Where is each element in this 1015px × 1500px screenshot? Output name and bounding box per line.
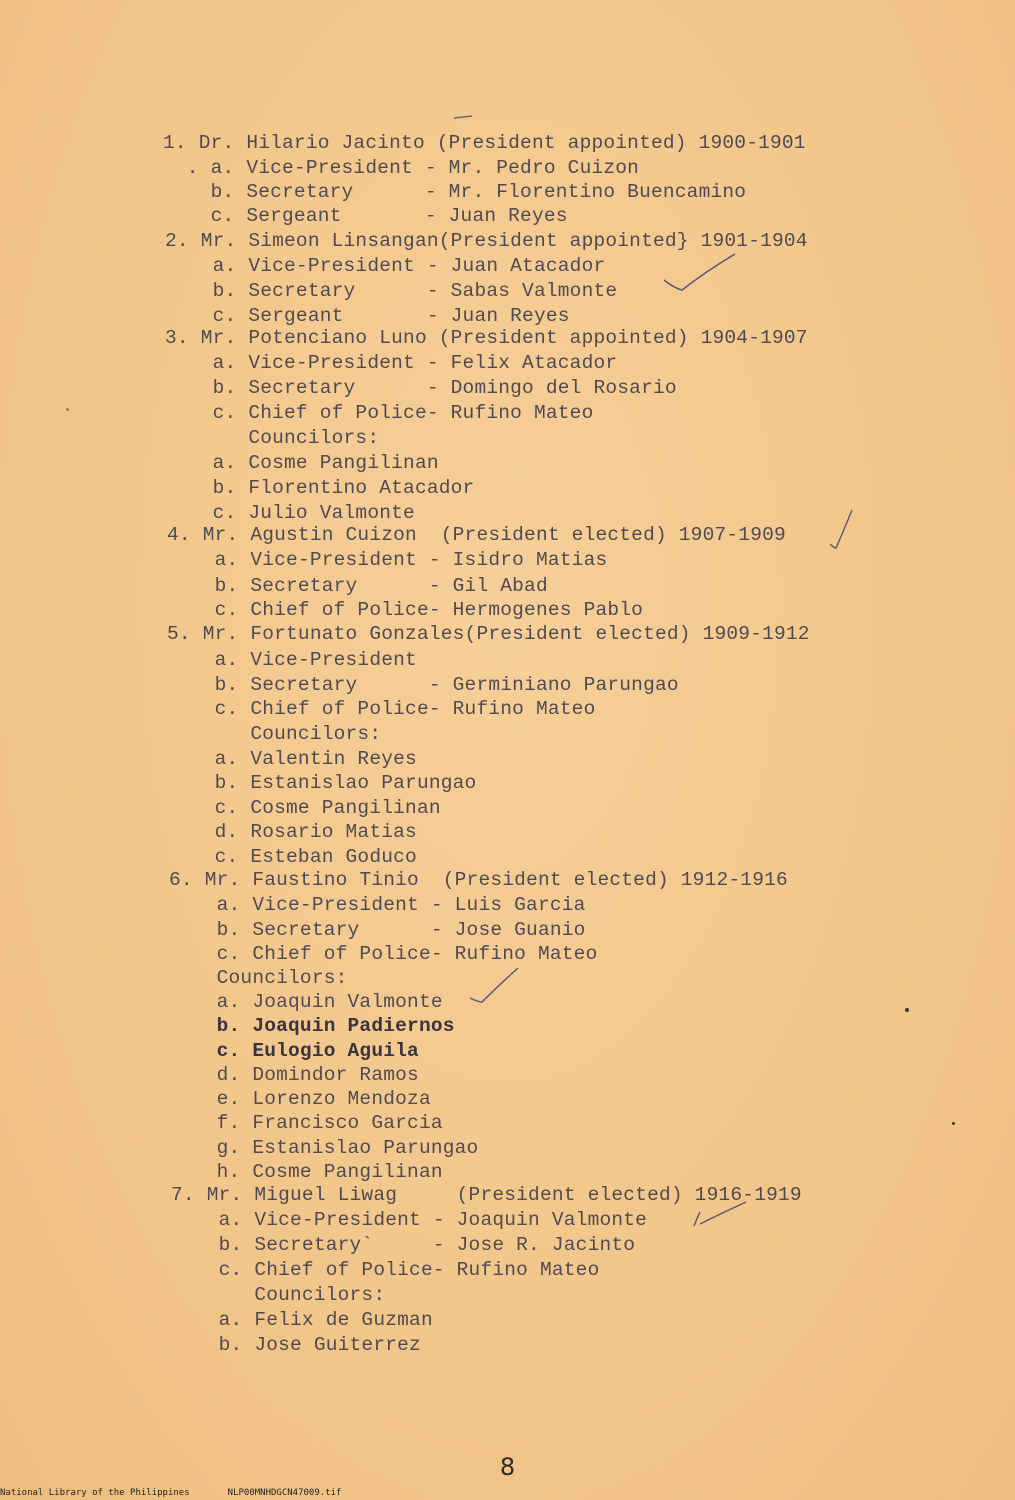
entry-6-councilor: c. Eulogio Aguila (169, 1040, 419, 1062)
entry-7-councilor: a. Felix de Guzman (171, 1309, 433, 1331)
entry-2-secretary: b. Secretary - Sabas Valmonte (165, 280, 618, 302)
entry-4-secretary: b. Secretary - Gil Abad (167, 575, 548, 597)
footer-library: National Library of the Philippines (0, 1488, 190, 1498)
entry-5-councilors-label: Councilors: (167, 723, 382, 745)
entry-6-vice-president: a. Vice-President - Luis Garcia (169, 894, 586, 916)
check-mark-icon (660, 250, 740, 300)
footer-filename: NLP00MNHDGCN47009.tif (227, 1488, 342, 1498)
entry-1-sergeant: c. Sergeant - Juan Reyes (163, 205, 568, 227)
entry-5-heading: 5. Mr. Fortunato Gonzales(President elected) 1909-1912 (167, 623, 810, 645)
entry-4-chief-of-police: c. Chief of Police- Hermogenes Pablo (167, 599, 644, 621)
entry-5-councilor: c. Esteban Goduco (167, 846, 417, 868)
scan-footer (0, 1488, 379, 1498)
entry-1-secretary: b. Secretary - Mr. Florentino Buencamino (163, 181, 747, 203)
entry-5-councilor: c. Cosme Pangilinan (167, 797, 441, 819)
entry-3-councilor: c. Julio Valmonte (165, 502, 415, 524)
entry-2-heading: 2. Mr. Simeon Linsangan(President appointed} 1901-1904 (165, 230, 808, 252)
entry-6-councilors-label: Councilors: (169, 967, 348, 989)
entry-3-councilors-label: Councilors: (165, 427, 380, 449)
check-mark-icon (690, 1196, 750, 1232)
entry-6-councilor: d. Domindor Ramos (169, 1064, 419, 1086)
ink-dash-icon (452, 112, 476, 122)
entry-7-vice-president: a. Vice-President - Joaquin Valmonte (171, 1209, 648, 1231)
entry-6-councilor: b. Joaquin Padiernos (169, 1015, 455, 1037)
entry-1-vice-president: . a. Vice-President - Mr. Pedro Cuizon (163, 157, 640, 179)
entry-7-heading: 7. Mr. Miguel Liwag (President elected) 1916-1919 (171, 1184, 802, 1206)
entry-6-councilor: a. Joaquin Valmonte (169, 991, 443, 1013)
entry-7-chief-of-police: c. Chief of Police- Rufino Mateo (171, 1259, 600, 1281)
entry-2-sergeant: c. Sergeant - Juan Reyes (165, 305, 570, 327)
entry-6-councilor: h. Cosme Pangilinan (169, 1161, 443, 1183)
entry-5-secretary: b. Secretary - Germiniano Parungao (167, 674, 679, 696)
entry-3-secretary: b. Secretary - Domingo del Rosario (165, 377, 677, 399)
entry-5-councilor: b. Estanislao Parungao (167, 772, 477, 794)
paper-speck (952, 1122, 955, 1125)
entry-6-secretary: b. Secretary - Jose Guanio (169, 919, 586, 941)
entry-5-chief-of-police: c. Chief of Police- Rufino Mateo (167, 698, 596, 720)
entry-5-councilor: a. Valentin Reyes (167, 748, 417, 770)
entry-3-vice-president: a. Vice-President - Felix Atacador (165, 352, 618, 374)
entry-7-secretary: b. Secretary` - Jose R. Jacinto (171, 1234, 636, 1256)
entry-6-councilor: f. Francisco Garcia (169, 1112, 443, 1134)
entry-6-chief-of-police: c. Chief of Police- Rufino Mateo (169, 943, 598, 965)
entry-7-councilor: b. Jose Guiterrez (171, 1334, 421, 1356)
entry-6-councilor: e. Lorenzo Mendoza (169, 1088, 431, 1110)
entry-3-heading: 3. Mr. Potenciano Luno (President appointed) 1904-1907 (165, 327, 808, 349)
entry-6-councilor: g. Estanislao Parungao (169, 1137, 479, 1159)
entry-7-councilors-label: Councilors: (171, 1284, 386, 1306)
entry-5-councilor: d. Rosario Matias (167, 821, 417, 843)
paper-speck (905, 1008, 909, 1012)
entry-3-councilor: b. Florentino Atacador (165, 477, 475, 499)
entry-6-heading: 6. Mr. Faustino Tinio (President elected) 1912-1916 (169, 869, 788, 891)
entry-4-heading: 4. Mr. Agustin Cuizon (President elected) 1907-1909 (167, 524, 786, 546)
entry-3-councilor: a. Cosme Pangilinan (165, 452, 439, 474)
paper-speck (66, 408, 69, 411)
entry-5-vice-president: a. Vice-President (167, 649, 417, 671)
check-mark-icon (464, 964, 524, 1008)
page-number: 8 (499, 1453, 516, 1481)
entry-2-vice-president: a. Vice-President - Juan Atacador (165, 255, 606, 277)
entry-1-heading: 1. Dr. Hilario Jacinto (President appointed) 1900-1901 (163, 132, 806, 154)
entry-4-vice-president: a. Vice-President - Isidro Matias (167, 549, 608, 571)
entry-3-chief-of-police: c. Chief of Police- Rufino Mateo (165, 402, 594, 424)
check-mark-icon (826, 506, 856, 552)
